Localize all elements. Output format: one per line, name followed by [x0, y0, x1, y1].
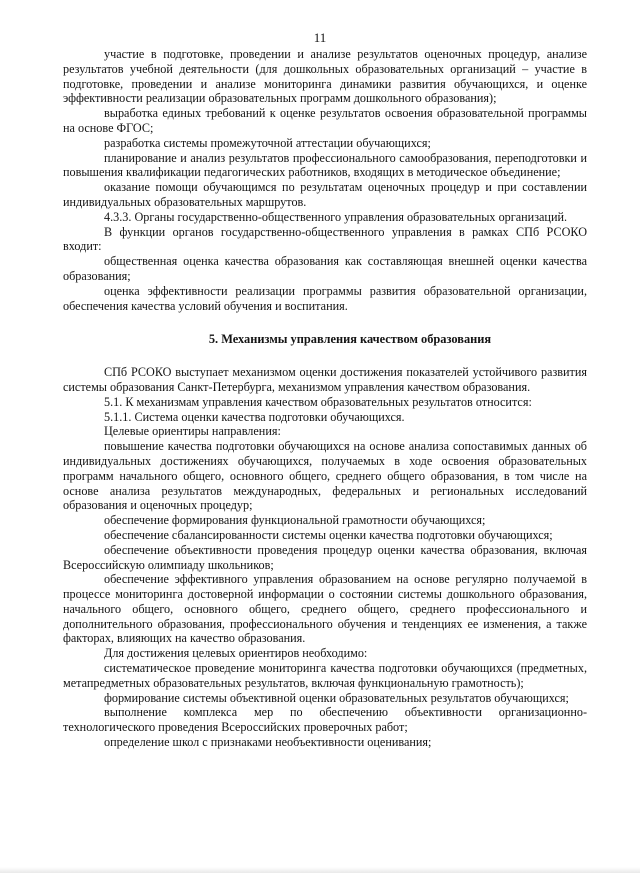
paragraph: оценка эффективности реализации программы развития образовательной организации, обеспечения качества условий обучения и воспитания.: [63, 283, 587, 313]
page-number: 11: [313, 30, 327, 45]
paragraph: планирование и анализ результатов профессионального самообразования, переподготовки и повышения квалификации педагогических работников, входящих в методическое объединение;: [63, 150, 587, 180]
paragraph: определение школ с признаками необъективности оценивания;: [104, 735, 432, 750]
paragraph: Целевые ориентиры направления:: [104, 424, 281, 439]
paragraph: Для достижения целевых ориентиров необходимо:: [104, 646, 368, 661]
paragraph: обеспечение сбалансированности системы оценки качества подготовки обучающихся;: [104, 527, 553, 542]
paragraph: обеспечение формирования функциональной грамотности обучающихся;: [104, 513, 486, 528]
paragraph: общественная оценка качества образования как составляющая внешней оценки качества образования;: [63, 254, 587, 283]
paragraph: формирование системы объективной оценки образовательных результатов обучающихся;: [104, 690, 569, 705]
document-body: [63, 47, 587, 750]
paragraph: 4.3.3. Органы государственно-общественного управления образовательных организаций.: [104, 209, 568, 224]
paragraph: обеспечение объективности проведения процедур оценки качества образования, включая Всероссийскую олимпиаду школьников;: [63, 542, 587, 572]
paragraph: выполнение комплекса мер по обеспечению объективности организационно-технологического проведения Всероссийских проверочных работ;: [63, 705, 587, 735]
paragraph: разработка системы промежуточной аттестации обучающихся;: [104, 135, 431, 150]
section-heading: 5. Механизмы управления качеством образования: [208, 332, 492, 347]
paragraph: участие в подготовке, проведении и анализе результатов оценочных процедур, анализе результатов учебной деятельности (для дошкольных образовательных организаций – участие в подготовке, проведении и анализе мониторинга динамики развития обучающихся, и оценке эффективности реализации образовательных программ дошкольного образования);: [63, 47, 587, 106]
paragraph: повышение качества подготовки обучающихся на основе анализа сопоставимых данных об индивидуальных достижениях обучающихся, получаемых в ходе освоения образовательных программ начального общего, основного общего, среднего общего образования, в том числе на основе анализа результатов международных, федеральных и региональных исследований образования и оценочных процедур;: [63, 439, 587, 513]
paragraph: В функции органов государственно-общественного управления в рамках СПб РСОКО входит:: [63, 224, 587, 254]
paragraph: СПб РСОКО выступает механизмом оценки достижения показателей устойчивого развития системы образования Санкт-Петербурга, механизмом управления качеством образования.: [63, 365, 587, 394]
scan-edge: [0, 867, 640, 873]
paragraph: систематическое проведение мониторинга качества подготовки обучающихся (предметных, метапредметных образовательных результатов, включая функциональную грамотность);: [63, 661, 587, 690]
paragraph: оказание помощи обучающимся по результатам оценочных процедур и при составлении индивидуальных образовательных маршрутов.: [63, 180, 587, 209]
paragraph: 5.1.1. Система оценки качества подготовки обучающихся.: [104, 409, 405, 424]
paragraph: 5.1. К механизмам управления качеством образовательных результатов относится:: [104, 394, 532, 409]
paragraph: обеспечение эффективного управления образованием на основе регулярно получаемой в процессе мониторинга достоверной информации о состоянии системы дошкольного образования, начального общего, основного общего, среднего общего, среднего профессионального и дополнительного образования, профессионального обучения и тенденциях ее изменения, а также факторах, влияющих на качество образования.: [63, 572, 587, 646]
paragraph: выработка единых требований к оценке результатов освоения образовательной программы на основе ФГОС;: [63, 106, 587, 135]
